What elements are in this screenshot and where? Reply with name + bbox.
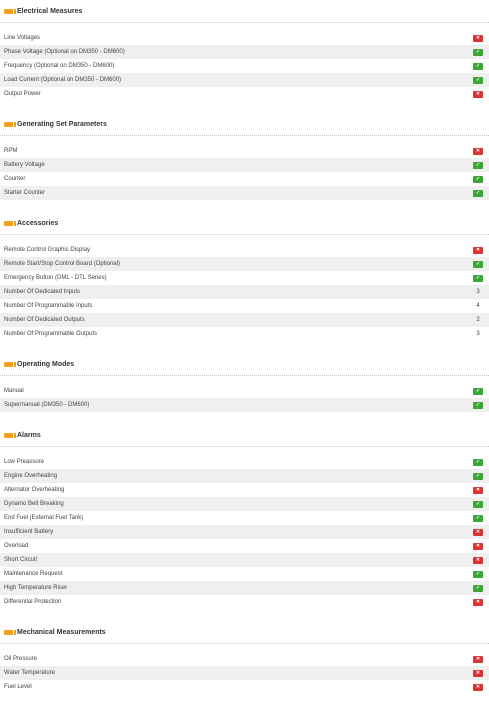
spec-row [0, 144, 489, 158]
spec-label: High Temperature Riser [4, 585, 68, 591]
spec-row [0, 384, 489, 398]
spec-row [0, 652, 489, 666]
check-icon: ✓ [473, 162, 483, 169]
spec-label: Emergency Button (DML - DTL Series) [4, 275, 107, 281]
spec-row [0, 666, 489, 680]
section-header [0, 621, 489, 644]
spec-value: 3 [476, 331, 480, 337]
spec-section [0, 621, 489, 706]
cross-icon: ✕ [473, 529, 483, 536]
spec-section [0, 0, 489, 113]
check-icon: ✓ [473, 176, 483, 183]
section-bullet-icon [4, 362, 13, 367]
spec-row [0, 327, 489, 341]
spec-label: Number Of Dedicated Outputs [4, 317, 85, 323]
section-spacer [0, 23, 489, 31]
check-icon: ✓ [473, 501, 483, 508]
spec-label: Insufficient Battery [4, 529, 54, 535]
section-header [0, 424, 489, 447]
spec-row [0, 285, 489, 299]
check-icon: ✓ [473, 261, 483, 268]
spec-label: Phase Voltage (Optional on DM350 - DM600) [4, 49, 125, 55]
spec-label: Maintenance Request [4, 571, 63, 577]
check-icon: ✓ [473, 402, 483, 409]
spec-label: Oil Pressure [4, 656, 38, 662]
spec-row [0, 525, 489, 539]
spec-label: Differential Protection [4, 599, 62, 605]
spec-label: Overload [4, 543, 29, 549]
cross-icon: ✕ [473, 557, 483, 564]
cross-icon: ✕ [473, 487, 483, 494]
section-header [0, 0, 489, 23]
spec-row [0, 595, 489, 609]
section-bullet-icon [4, 221, 13, 226]
section-title: Electrical Measures [17, 7, 83, 15]
check-icon: ✓ [473, 473, 483, 480]
spec-section [0, 113, 489, 212]
section-bullet-icon [4, 630, 13, 635]
cross-icon: ✕ [473, 247, 483, 254]
spec-row [0, 299, 489, 313]
section-spacer [0, 101, 489, 113]
cross-icon: ✕ [473, 35, 483, 42]
spec-label: RPM [4, 148, 18, 154]
spec-label: Short Circuit [4, 557, 38, 563]
section-title: Generating Set Parameters [17, 120, 107, 128]
spec-section [0, 353, 489, 424]
spec-label: Fuel Level [4, 684, 32, 690]
spec-row [0, 186, 489, 200]
spec-label: Manual [4, 388, 24, 394]
spec-label: Alternator Overheating [4, 487, 65, 493]
spec-row [0, 45, 489, 59]
spec-row [0, 581, 489, 595]
section-spacer [0, 412, 489, 424]
check-icon: ✓ [473, 388, 483, 395]
section-title: Alarms [17, 431, 41, 439]
spec-label: Output Power [4, 91, 41, 97]
spec-row [0, 553, 489, 567]
spec-row [0, 567, 489, 581]
section-spacer [0, 644, 489, 652]
spec-label: Low Preassure [4, 459, 45, 465]
section-spacer [0, 609, 489, 621]
cross-icon: ✕ [473, 656, 483, 663]
spec-row [0, 469, 489, 483]
spec-label: Remote Control Graphic Display [4, 247, 91, 253]
spec-label: Remote Start/Stop Control Board (Optional) [4, 261, 121, 267]
check-icon: ✓ [473, 571, 483, 578]
section-title: Mechanical Measurements [17, 628, 106, 636]
cross-icon: ✕ [473, 91, 483, 98]
check-icon: ✓ [473, 275, 483, 282]
spec-row [0, 313, 489, 327]
spec-label: Counter [4, 176, 26, 182]
section-spacer [0, 447, 489, 455]
cross-icon: ✕ [473, 599, 483, 606]
section-bullet-icon [4, 433, 13, 438]
spec-label: Number Of Dedicated Inputs [4, 289, 81, 295]
cross-icon: ✕ [473, 684, 483, 691]
spec-label: Frequency (Optional on DM350 - DM600) [4, 63, 115, 69]
spec-row [0, 398, 489, 412]
spec-label: Load Current (Optional on DM350 - DM600) [4, 77, 122, 83]
spec-row [0, 31, 489, 45]
cross-icon: ✕ [473, 148, 483, 155]
spec-label: Number Of Programmable Outputs [4, 331, 98, 337]
spec-label: Dynamo Belt Breaking [4, 501, 64, 507]
section-spacer [0, 376, 489, 384]
check-icon: ✓ [473, 77, 483, 84]
spec-row [0, 271, 489, 285]
spec-label: Engine Overheating [4, 473, 58, 479]
section-title: Accessories [17, 219, 59, 227]
spec-row [0, 87, 489, 101]
spec-label: Number Of Programmable Inputs [4, 303, 93, 309]
check-icon: ✓ [473, 585, 483, 592]
check-icon: ✓ [473, 49, 483, 56]
section-header [0, 353, 489, 376]
spec-label: Supermanual (DM350 - DM600) [4, 402, 90, 408]
spec-value: 3 [476, 289, 480, 295]
spec-label: Battery Voltage [4, 162, 45, 168]
section-title: Operating Modes [17, 360, 75, 368]
spec-row [0, 73, 489, 87]
spec-row [0, 539, 489, 553]
spec-label: Line Voltages [4, 35, 41, 41]
spec-label: End Fuel (External Fuel Tank) [4, 515, 84, 521]
spec-row [0, 257, 489, 271]
spec-row [0, 243, 489, 257]
check-icon: ✓ [473, 63, 483, 70]
section-spacer [0, 694, 489, 706]
section-bullet-icon [4, 122, 13, 127]
check-icon: ✓ [473, 459, 483, 466]
spec-value: 4 [476, 303, 480, 309]
section-header [0, 212, 489, 235]
check-icon: ✓ [473, 515, 483, 522]
spec-row [0, 483, 489, 497]
section-spacer [0, 200, 489, 212]
spec-row [0, 158, 489, 172]
section-spacer [0, 235, 489, 243]
check-icon: ✓ [473, 190, 483, 197]
section-bullet-icon [4, 9, 13, 14]
spec-section [0, 424, 489, 621]
spec-row [0, 172, 489, 186]
spec-label: Starter Counter [4, 190, 46, 196]
spec-label: Water Temperature [4, 670, 56, 676]
spec-section [0, 212, 489, 353]
spec-row [0, 497, 489, 511]
spec-row [0, 680, 489, 694]
section-spacer [0, 341, 489, 353]
section-spacer [0, 136, 489, 144]
spec-row [0, 455, 489, 469]
section-header [0, 113, 489, 136]
cross-icon: ✕ [473, 670, 483, 677]
spec-row [0, 59, 489, 73]
spec-row [0, 511, 489, 525]
cross-icon: ✕ [473, 543, 483, 550]
spec-value: 2 [476, 317, 480, 323]
